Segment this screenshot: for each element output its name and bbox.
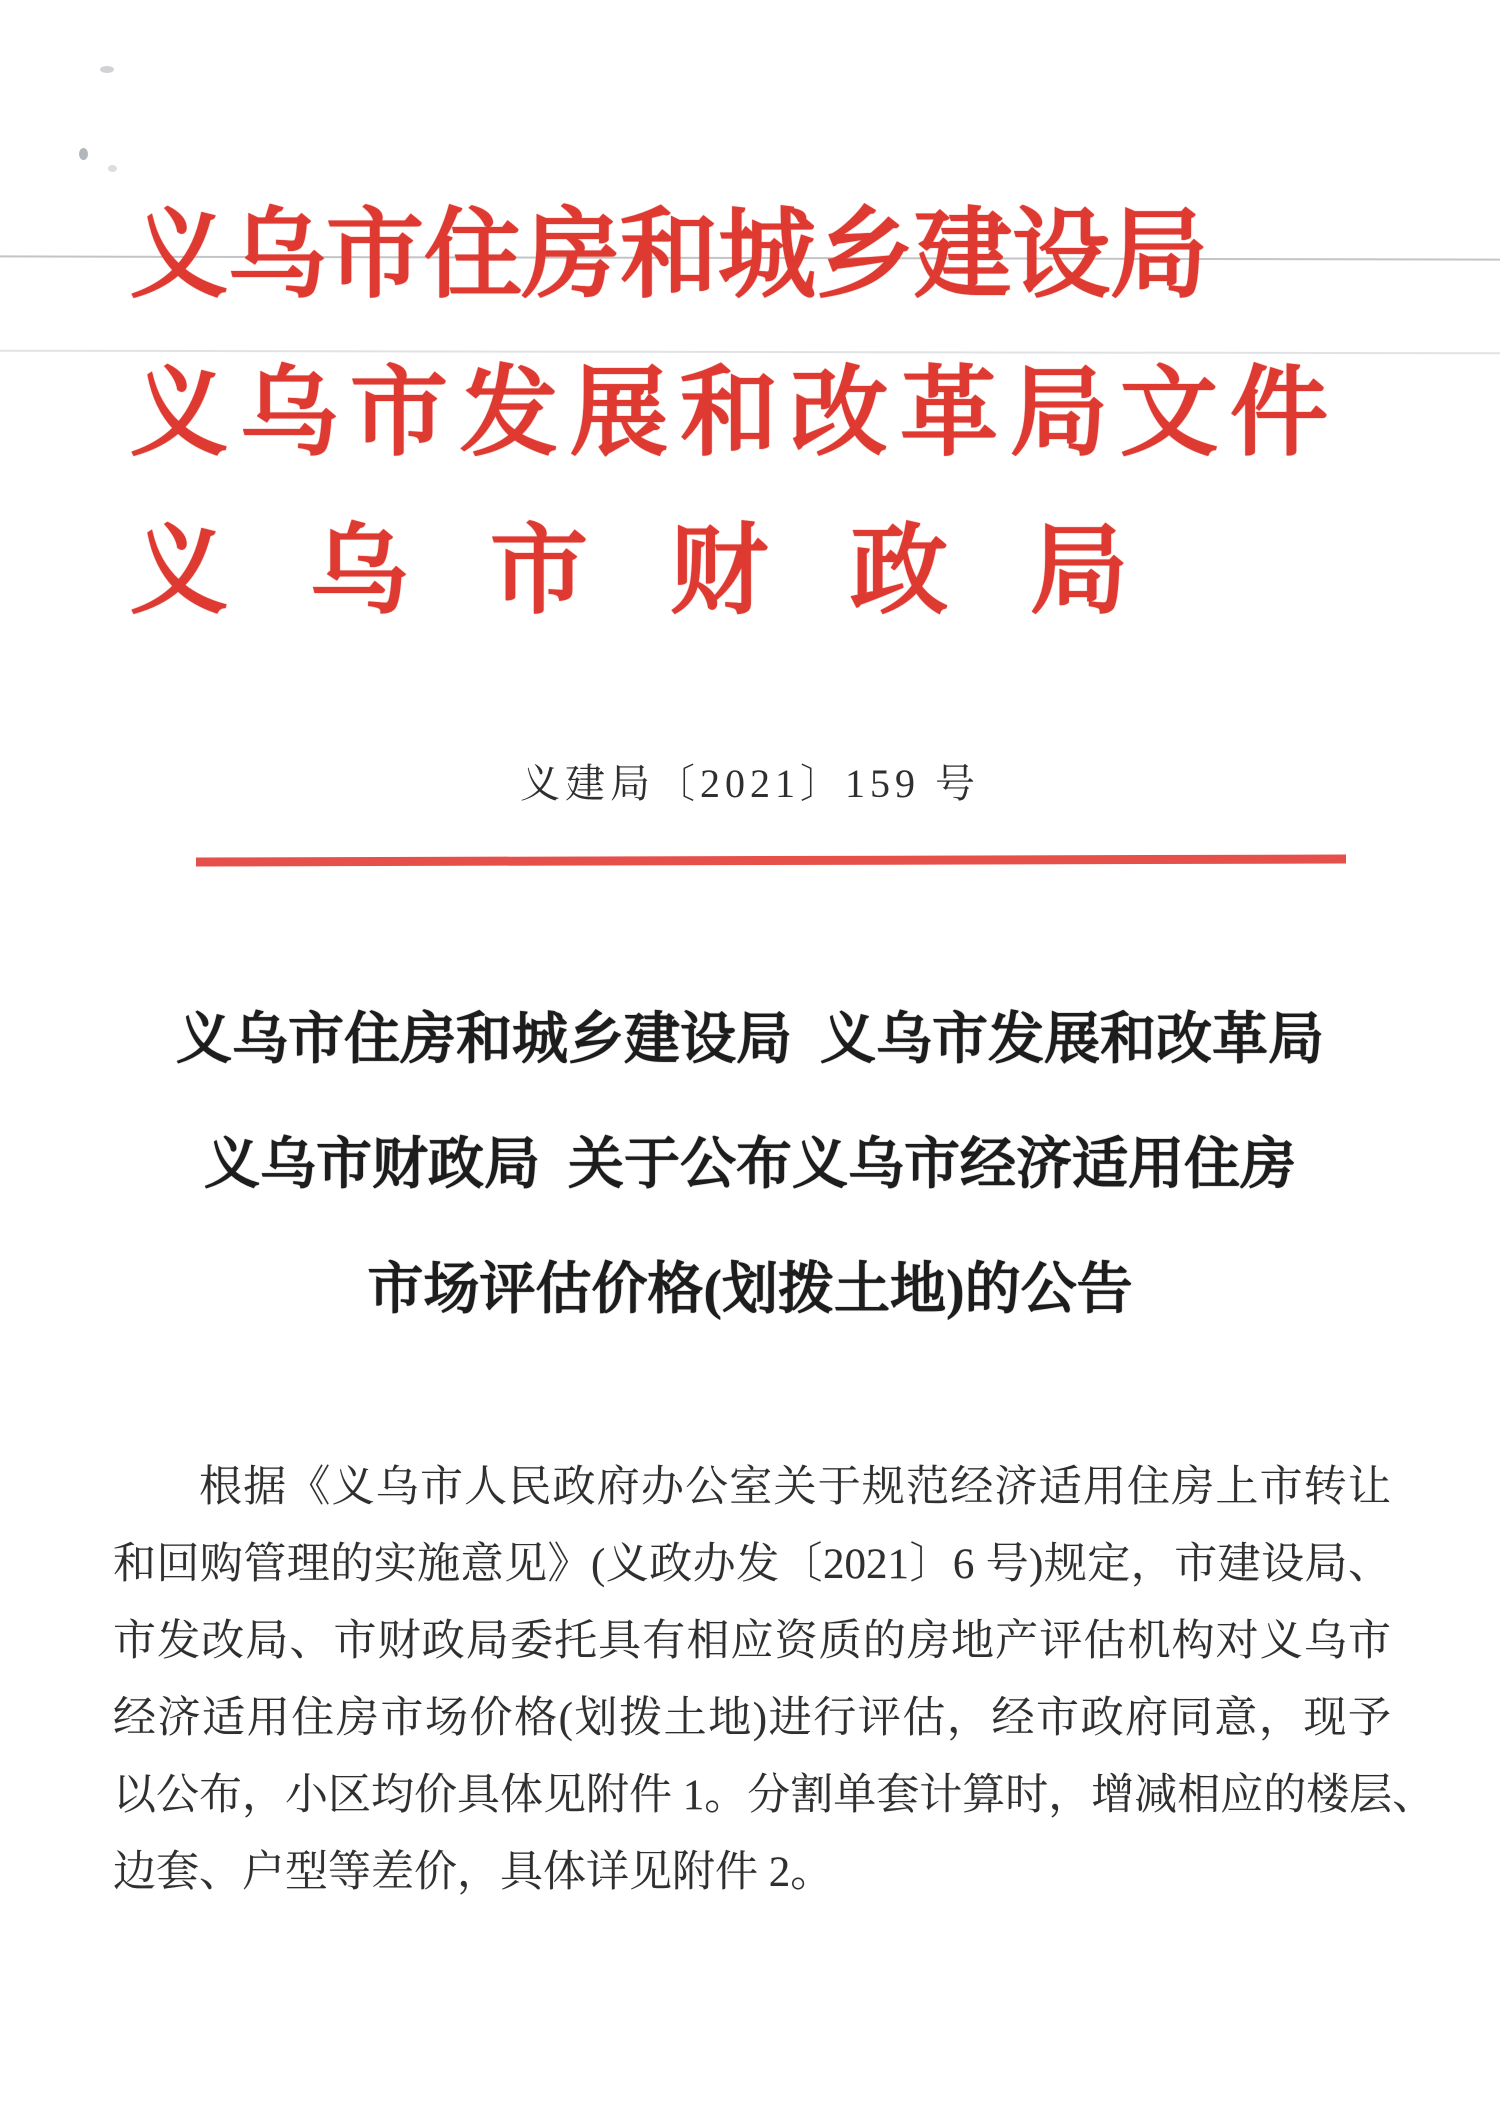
agency-header-line-3: 义乌市财政局 bbox=[130, 518, 1211, 626]
scan-line-artifact bbox=[0, 350, 1500, 355]
body-line-3: 市发改局、市财政局委托具有相应资质的房地产评估机构对义乌市 bbox=[113, 1618, 1391, 1665]
scan-speck bbox=[108, 165, 117, 172]
scan-speck bbox=[79, 148, 88, 160]
red-divider bbox=[196, 854, 1346, 866]
scan-speck bbox=[100, 66, 114, 73]
body-line-4: 经济适用住房市场价格(划拨土地)进行评估，经市政府同意，现予 bbox=[113, 1695, 1391, 1742]
title-line-1: 义乌市住房和城乡建设局 义乌市发展和改革局 bbox=[176, 1009, 1324, 1071]
title-line-3: 市场评估价格(划拨土地)的公告 bbox=[367, 1259, 1133, 1321]
body-paragraph bbox=[113, 1449, 1436, 1911]
document-number: 义建局〔2021〕159 号 bbox=[520, 761, 980, 806]
body-line-2: 和回购管理的实施意见》(义政办发〔2021〕6 号)规定，市建设局、 bbox=[113, 1541, 1391, 1588]
agency-header-line-1: 义乌市住房和城乡建设局 bbox=[130, 202, 1209, 310]
agency-header-line-2: 义乌市发展和改革局文件 bbox=[130, 360, 1341, 468]
body-line-5: 以公布，小区均价具体见附件 1。分割单套计算时，增减相应的楼层、 bbox=[113, 1772, 1436, 1819]
body-line-6: 边套、户型等差价，具体详见附件 2。 bbox=[113, 1849, 834, 1896]
body-line-1: 根据《义乌市人民政府办公室关于规范经济适用住房上市转让 bbox=[199, 1464, 1391, 1511]
title-line-2: 义乌市财政局 关于公布义乌市经济适用住房 bbox=[204, 1134, 1296, 1196]
